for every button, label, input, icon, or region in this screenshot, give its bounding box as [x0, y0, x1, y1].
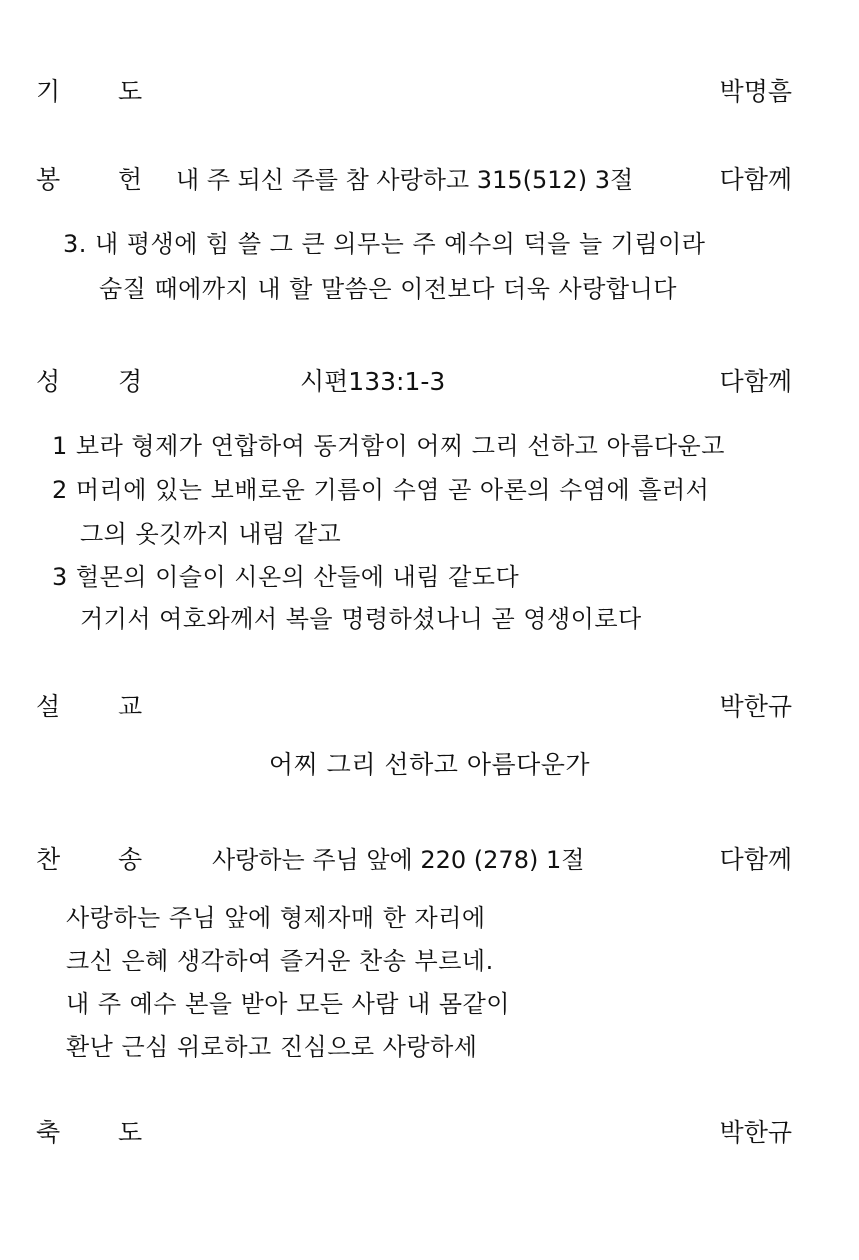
hymn-lyric-line: 내 주 예수 본을 받아 모든 사람 내 몸같이	[66, 990, 510, 1018]
benediction-label-2: 도	[118, 1118, 143, 1147]
prayer-label-2: 도	[118, 77, 143, 106]
sermon-label-2: 교	[118, 692, 143, 721]
offering-hymn: 내 주 되신 주를 참 사랑하고 315(512) 3절	[176, 166, 634, 194]
hymn-title: 사랑하는 주님 앞에 220 (278) 1절	[212, 846, 585, 874]
hymn-lyric-line: 환난 근심 위로하고 진심으로 사랑하세	[66, 1033, 478, 1061]
offering-label-1: 봉	[36, 165, 61, 194]
offering-person: 다함께	[719, 165, 792, 194]
offering-row	[0, 160, 859, 200]
hymn-row	[0, 840, 859, 880]
hymn-lyric-line: 사랑하는 주님 앞에 형제자매 한 자리에	[66, 904, 486, 932]
sermon-person: 박한규	[719, 692, 792, 721]
sermon-title: 어찌 그리 선하고 아름다운가	[268, 750, 591, 779]
hymn-person: 다함께	[719, 845, 792, 874]
benediction-person: 박한규	[719, 1118, 792, 1147]
scripture-reference: 시편133:1-3	[300, 367, 446, 396]
benediction-label-1: 축	[36, 1118, 61, 1147]
scripture-verse-line: 1 보라 형제가 연합하여 동거함이 어찌 그리 선하고 아름다운고	[52, 432, 725, 460]
scripture-person: 다함께	[719, 367, 792, 396]
prayer-label-1: 기	[36, 77, 61, 106]
scripture-verse-line: 3 헐몬의 이슬이 시온의 산들에 내림 같도다	[52, 563, 520, 591]
benediction-row	[0, 1113, 859, 1153]
prayer-person: 박명흠	[719, 77, 792, 106]
scripture-row	[0, 362, 859, 402]
scripture-verse-line: 그의 옷깃까지 내림 같고	[80, 520, 342, 548]
hymn-label-2: 송	[118, 845, 143, 874]
scripture-verse-line: 2 머리에 있는 보배로운 기름이 수염 곧 아론의 수염에 흘러서	[52, 476, 710, 504]
offering-lyric-line: 3. 내 평생에 힘 쓸 그 큰 의무는 주 예수의 덕을 늘 기림이라	[63, 230, 706, 258]
sermon-label-1: 설	[36, 692, 61, 721]
prayer-row	[0, 72, 859, 112]
sermon-row	[0, 687, 859, 727]
offering-label-2: 헌	[118, 165, 143, 194]
hymn-label-1: 찬	[36, 845, 61, 874]
scripture-verse-line: 거기서 여호와께서 복을 명령하셨나니 곧 영생이로다	[80, 605, 642, 633]
scripture-label-2: 경	[118, 367, 143, 396]
scripture-label-1: 성	[36, 367, 61, 396]
offering-lyric-line: 숨질 때에까지 내 할 말씀은 이전보다 더욱 사랑합니다	[99, 275, 677, 303]
hymn-lyric-line: 크신 은혜 생각하여 즐거운 찬송 부르네.	[66, 947, 494, 975]
